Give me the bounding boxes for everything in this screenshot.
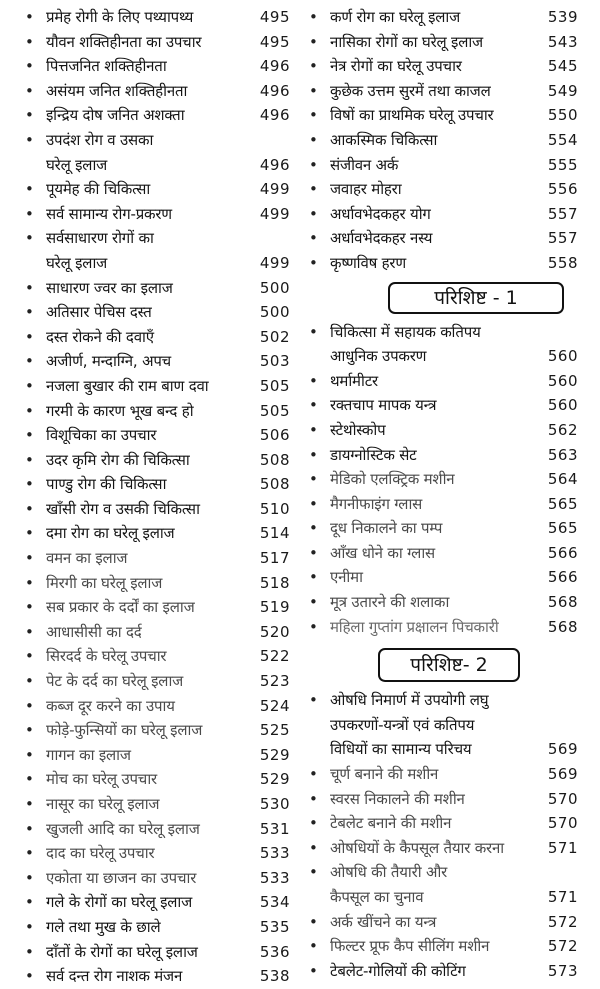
page-number: 533 xyxy=(259,868,290,887)
bullet-icon: • xyxy=(309,155,318,174)
page-number: 563 xyxy=(547,445,578,464)
bullet-icon: • xyxy=(25,426,34,445)
page-number: 570 xyxy=(547,814,578,833)
entry-title: अजीर्ण, मन्दाग्नि, अपच xyxy=(46,352,171,371)
toc-entry xyxy=(306,860,582,909)
toc-entry xyxy=(306,226,582,251)
toc-entry xyxy=(306,5,582,30)
bullet-icon: • xyxy=(309,789,318,808)
toc-entry xyxy=(306,787,582,812)
bullet-icon: • xyxy=(25,598,34,617)
page-number: 495 xyxy=(259,32,290,51)
entry-title: मेडिको एलक्ट्रिक मशीन xyxy=(330,470,455,489)
entry-title: प्रमेह रोगी के लिए पथ्यापथ्य xyxy=(46,8,194,26)
entry-title: मिरगी का घरेलू इलाज xyxy=(46,573,163,592)
page-number: 545 xyxy=(547,57,578,76)
toc-entry xyxy=(306,565,582,590)
toc-entry xyxy=(22,5,294,30)
bullet-icon: • xyxy=(309,204,318,223)
bullet-icon: • xyxy=(25,696,34,715)
bullet-icon: • xyxy=(25,8,34,26)
toc-entry xyxy=(306,202,582,227)
entry-title: गले तथा मुख के छाले xyxy=(46,917,161,936)
entry-title: मोच का घरेलू उपचार xyxy=(46,770,157,789)
entry-title: उपकरणों-यन्त्रों एवं कतिपय xyxy=(330,715,475,734)
entry-title: कर्ण रोग का घरेलू इलाज xyxy=(330,8,461,26)
bullet-icon: • xyxy=(309,543,318,562)
page-number: 560 xyxy=(547,347,578,366)
entry-title: नेत्र रोगों का घरेलू उपचार xyxy=(330,57,462,76)
toc-entry xyxy=(22,866,294,891)
toc-entry xyxy=(306,54,582,79)
page-number: 549 xyxy=(547,81,578,100)
entry-title: साधारण ज्वर का इलाज xyxy=(46,278,173,297)
toc-entry xyxy=(22,202,294,227)
page-number: 556 xyxy=(547,180,578,199)
page-number: 571 xyxy=(547,838,578,857)
entry-title: अतिसार पेचिस दस्त xyxy=(46,303,152,322)
bullet-icon: • xyxy=(25,893,34,912)
page-number: 505 xyxy=(259,401,290,420)
entry-title: नजला बुखार की राम बाण दवा xyxy=(46,376,209,395)
page-number: 539 xyxy=(547,8,578,26)
page-number: 565 xyxy=(547,519,578,538)
entry-title: मैगनीफाइंग ग्लास xyxy=(330,494,423,513)
entry-title: अर्धावभेदकहर नस्य xyxy=(330,229,433,248)
page-number: 535 xyxy=(259,917,290,936)
toc-entry xyxy=(306,320,582,369)
bullet-icon: • xyxy=(309,130,318,149)
page-number: 568 xyxy=(547,617,578,636)
entry-title: स्टेथोस्कोप xyxy=(330,420,386,439)
entry-title: यौवन शक्तिहीनता का उपचार xyxy=(46,32,202,51)
bullet-icon: • xyxy=(309,8,318,26)
entry-title: घरेलू इलाज xyxy=(46,155,108,174)
bullet-icon: • xyxy=(25,942,34,961)
bullet-icon: • xyxy=(309,494,318,513)
bullet-icon: • xyxy=(25,770,34,789)
page-number: 496 xyxy=(259,155,290,174)
entry-title: थर्मामीटर xyxy=(330,371,378,390)
entry-title: असंयम जनित शक्तिहीनता xyxy=(46,81,188,100)
toc-entry xyxy=(22,128,294,177)
page-number: 520 xyxy=(259,622,290,641)
toc-entry xyxy=(22,767,294,792)
page-number: 571 xyxy=(547,888,578,906)
toc-entry xyxy=(306,762,582,787)
entry-title: उपदंश रोग व उसका xyxy=(46,130,154,149)
entry-title: सब प्रकार के दर्दों का इलाज xyxy=(46,598,195,617)
toc-entry xyxy=(306,615,582,640)
toc-entry xyxy=(22,620,294,645)
bullet-icon: • xyxy=(25,32,34,51)
page-number: 496 xyxy=(259,57,290,76)
entry-title: फिल्टर प्रूफ कैप सीलिंग मशीन xyxy=(330,937,490,956)
entry-title: दाँतों के रोगों का घरेलू इलाज xyxy=(46,942,198,961)
bullet-icon: • xyxy=(309,470,318,489)
entry-title: दमा रोग का घरेलू इलाज xyxy=(46,524,175,543)
entry-title: इन्द्रिय दोष जनित अशक्ता xyxy=(46,106,185,125)
entry-title: टेबलेट-गोलियों की कोटिंग xyxy=(330,961,466,980)
bullet-icon: • xyxy=(25,622,34,641)
entry-title: संजीवन अर्क xyxy=(330,155,399,174)
page-number: 529 xyxy=(259,745,290,764)
bullet-icon: • xyxy=(25,81,34,100)
bullet-icon: • xyxy=(309,937,318,956)
bullet-icon: • xyxy=(25,868,34,887)
right-column xyxy=(306,5,582,983)
bullet-icon: • xyxy=(25,819,34,838)
entry-title: दस्त रोकने की दवाएँ xyxy=(46,327,154,346)
toc-entry xyxy=(306,103,582,128)
bullet-icon: • xyxy=(309,814,318,833)
toc-entry xyxy=(22,349,294,374)
page-number: 495 xyxy=(259,8,290,26)
toc-entry xyxy=(22,595,294,620)
bullet-icon: • xyxy=(25,327,34,346)
entry-title: खाँसी रोग व उसकी चिकित्सा xyxy=(46,499,200,518)
entry-title: ओषधि निमार्ण में उपयोगी लघु xyxy=(330,691,489,710)
entry-title: जवाहर मोहरा xyxy=(330,180,402,199)
page-number: 570 xyxy=(547,789,578,808)
toc-entry xyxy=(22,54,294,79)
entry-title: एनीमा xyxy=(330,568,363,587)
entry-title: डायग्नोस्टिक सेट xyxy=(330,445,417,464)
bullet-icon: • xyxy=(309,371,318,390)
bullet-icon: • xyxy=(309,912,318,931)
toc-entry xyxy=(22,915,294,940)
toc-entry xyxy=(22,374,294,399)
page-number: 572 xyxy=(547,912,578,931)
toc-entry xyxy=(306,418,582,443)
bullet-icon: • xyxy=(25,917,34,936)
page-number: 536 xyxy=(259,942,290,961)
entry-title: चिकित्सा में सहायक कतिपय xyxy=(330,322,481,341)
page-number: 560 xyxy=(547,371,578,390)
entry-title: पित्तजनित शक्तिहीनता xyxy=(46,57,167,76)
entry-title: सर्व दन्त रोग नाशक मंजन xyxy=(46,967,183,986)
bullet-icon: • xyxy=(25,499,34,518)
appendix-2-entries xyxy=(306,688,582,983)
toc-entry xyxy=(22,817,294,842)
toc-entry xyxy=(306,153,582,178)
toc-entry xyxy=(22,546,294,571)
bullet-icon: • xyxy=(25,844,34,863)
bullet-icon: • xyxy=(309,863,318,882)
entry-title: दूध निकालने का पम्प xyxy=(330,519,443,538)
entry-title: अर्धावभेदकहर योग xyxy=(330,204,431,223)
page-number: 514 xyxy=(259,524,290,543)
toc-entry xyxy=(306,811,582,836)
bullet-icon: • xyxy=(25,106,34,125)
page-number: 572 xyxy=(547,937,578,956)
bullet-icon: • xyxy=(25,180,34,199)
left-column xyxy=(22,5,294,989)
page-number: 543 xyxy=(547,32,578,51)
entry-title: गागन का इलाज xyxy=(46,745,131,764)
page-number: 538 xyxy=(259,967,290,986)
page-number: 508 xyxy=(259,450,290,469)
bullet-icon: • xyxy=(25,967,34,986)
entry-title: आधुनिक उपकरण xyxy=(330,347,427,366)
toc-entry xyxy=(22,472,294,497)
page-number: 534 xyxy=(259,893,290,912)
bullet-icon: • xyxy=(309,322,318,341)
entry-title: खुजली आदि का घरेलू इलाज xyxy=(46,819,200,838)
toc-entry xyxy=(22,448,294,473)
toc-entry xyxy=(22,669,294,694)
page-number: 569 xyxy=(547,765,578,784)
toc-entry xyxy=(22,841,294,866)
toc-entry xyxy=(306,128,582,153)
page-number: 524 xyxy=(259,696,290,715)
toc-entry xyxy=(22,103,294,128)
toc-entry xyxy=(306,30,582,55)
bullet-icon: • xyxy=(25,549,34,568)
page-number: 558 xyxy=(547,253,578,272)
bullet-icon: • xyxy=(25,745,34,764)
bullet-icon: • xyxy=(25,721,34,740)
page-number: 500 xyxy=(259,303,290,322)
entry-title: टेबलेट बनाने की मशीन xyxy=(330,814,452,833)
bullet-icon: • xyxy=(309,57,318,76)
page-number: 502 xyxy=(259,327,290,346)
toc-entry xyxy=(306,393,582,418)
entry-title: पाण्डु रोग की चिकित्सा xyxy=(46,475,167,494)
toc-entry xyxy=(306,516,582,541)
bullet-icon: • xyxy=(25,573,34,592)
page-number: 499 xyxy=(259,253,290,272)
entry-title: नासूर का घरेलू इलाज xyxy=(46,795,160,813)
bullet-icon: • xyxy=(25,450,34,469)
page-number: 531 xyxy=(259,819,290,838)
page-number: 557 xyxy=(547,229,578,248)
page-number: 499 xyxy=(259,204,290,223)
page-number: 505 xyxy=(259,376,290,395)
page-number: 566 xyxy=(547,568,578,587)
bullet-icon: • xyxy=(309,180,318,199)
bullet-icon: • xyxy=(309,691,318,710)
entry-title: ओषधि की तैयारी और xyxy=(330,863,448,882)
page-number: 560 xyxy=(547,396,578,415)
entry-title: सिरदर्द के घरेलू उपचार xyxy=(46,647,167,666)
toc-entry xyxy=(22,694,294,719)
entry-title: पेट के दर्द का घरेलू इलाज xyxy=(46,672,184,691)
toc-entry xyxy=(22,300,294,325)
entry-title: मूत्र उतारने की शलाका xyxy=(330,593,450,612)
toc-entry xyxy=(22,964,294,989)
entry-title: नासिका रोगों का घरेलू इलाज xyxy=(330,32,483,51)
page-number: 565 xyxy=(547,494,578,513)
toc-entry xyxy=(22,276,294,301)
entry-title: ओषधियों के कैपसूल तैयार करना xyxy=(330,838,504,857)
entry-title: कुछेक उत्तम सुरमें तथा काजल xyxy=(330,81,491,100)
bullet-icon: • xyxy=(25,401,34,420)
page-number: 530 xyxy=(259,795,290,813)
page-number: 523 xyxy=(259,672,290,691)
page-number: 568 xyxy=(547,593,578,612)
toc-entry xyxy=(22,792,294,817)
entry-title: कृष्णविष हरण xyxy=(330,253,407,272)
bullet-icon: • xyxy=(309,81,318,100)
toc-entry xyxy=(306,177,582,202)
bullet-icon: • xyxy=(309,420,318,439)
toc-entry xyxy=(22,718,294,743)
entry-title: गले के रोगों का घरेलू इलाज xyxy=(46,893,193,912)
entry-title: विषों का प्राथमिक घरेलू उपचार xyxy=(330,106,494,125)
toc-entry xyxy=(22,226,294,275)
toc-entry xyxy=(306,369,582,394)
bullet-icon: • xyxy=(309,396,318,415)
bullet-icon: • xyxy=(25,352,34,371)
page-number: 496 xyxy=(259,106,290,125)
bullet-icon: • xyxy=(309,519,318,538)
appendix-2-heading: परिशिष्ट- 2 xyxy=(378,648,520,682)
entry-title: वमन का इलाज xyxy=(46,549,128,568)
entry-title: महिला गुप्तांग प्रक्षालन पिचकारी xyxy=(330,617,499,636)
bullet-icon: • xyxy=(25,57,34,76)
entry-title: पूयमेह की चिकित्सा xyxy=(46,180,151,199)
toc-entry xyxy=(306,590,582,615)
entry-title: दाद का घरेलू उपचार xyxy=(46,844,155,863)
toc-entry xyxy=(306,79,582,104)
toc-entry xyxy=(306,836,582,861)
page-number: 525 xyxy=(259,721,290,740)
entry-title: रक्तचाप मापक यन्त्र xyxy=(330,396,437,415)
entry-title: फोड़े-फुन्सियों का घरेलू इलाज xyxy=(46,721,203,740)
entry-title: गरमी के कारण भूख बन्द हो xyxy=(46,401,194,420)
toc-entry xyxy=(306,688,582,762)
toc-entry xyxy=(306,443,582,468)
toc-entry xyxy=(306,959,582,984)
entry-title: एकोता या छाजन का उपचार xyxy=(46,868,197,887)
toc-entry xyxy=(306,541,582,566)
bullet-icon: • xyxy=(25,475,34,494)
bullet-icon: • xyxy=(25,376,34,395)
toc-entry xyxy=(22,940,294,965)
bullet-icon: • xyxy=(25,204,34,223)
bullet-icon: • xyxy=(25,229,34,248)
right-entries-top xyxy=(306,5,582,276)
toc-entry xyxy=(22,521,294,546)
appendix-1-heading: परिशिष्ट - 1 xyxy=(388,282,564,314)
page-number: 550 xyxy=(547,106,578,125)
entry-title: विधियों का सामान्य परिचय xyxy=(330,740,472,759)
bullet-icon: • xyxy=(309,106,318,125)
toc-entry xyxy=(22,497,294,522)
page-number: 566 xyxy=(547,543,578,562)
bullet-icon: • xyxy=(309,961,318,980)
page-number: 554 xyxy=(547,130,578,149)
page-number: 499 xyxy=(259,180,290,199)
page-number: 519 xyxy=(259,598,290,617)
bullet-icon: • xyxy=(309,445,318,464)
page-number: 573 xyxy=(547,961,578,980)
entry-title: अर्क खींचने का यन्त्र xyxy=(330,912,437,931)
page-number: 508 xyxy=(259,475,290,494)
toc-entry xyxy=(306,934,582,959)
toc-entry xyxy=(306,467,582,492)
appendix-1-entries xyxy=(306,320,582,640)
bullet-icon: • xyxy=(309,229,318,248)
bullet-icon: • xyxy=(25,795,34,813)
page-number: 496 xyxy=(259,81,290,100)
bullet-icon: • xyxy=(25,524,34,543)
page-number: 506 xyxy=(259,426,290,445)
page-number: 562 xyxy=(547,420,578,439)
entry-title: आँख धोने का ग्लास xyxy=(330,543,435,562)
bullet-icon: • xyxy=(25,278,34,297)
toc-entry xyxy=(22,79,294,104)
toc-entry xyxy=(22,743,294,768)
page-number: 510 xyxy=(259,499,290,518)
page-number: 500 xyxy=(259,278,290,297)
bullet-icon: • xyxy=(25,130,34,149)
toc-entry xyxy=(306,492,582,517)
entry-title: चूर्ण बनाने की मशीन xyxy=(330,765,439,784)
page-number: 518 xyxy=(259,573,290,592)
entry-title: उदर कृमि रोग की चिकित्सा xyxy=(46,450,190,469)
toc-entry xyxy=(306,910,582,935)
entry-title: विशूचिका का उपचार xyxy=(46,426,157,445)
entry-title: सर्व सामान्य रोग-प्रकरण xyxy=(46,204,172,223)
entry-title: घरेलू इलाज xyxy=(46,253,108,272)
toc-entry xyxy=(22,423,294,448)
bullet-icon: • xyxy=(25,303,34,322)
bullet-icon: • xyxy=(309,765,318,784)
entry-title: सर्वसाधारण रोगों का xyxy=(46,229,154,248)
toc-entry xyxy=(22,399,294,424)
entry-title: आकस्मिक चिकित्सा xyxy=(330,130,438,149)
page-number: 517 xyxy=(259,549,290,568)
toc-entry xyxy=(22,325,294,350)
bullet-icon: • xyxy=(309,32,318,51)
entry-title: कब्ज दूर करने का उपाय xyxy=(46,696,175,715)
entry-title: स्वरस निकालने की मशीन xyxy=(330,789,465,808)
page-number: 503 xyxy=(259,352,290,371)
page-number: 569 xyxy=(547,740,578,759)
page-number: 529 xyxy=(259,770,290,789)
bullet-icon: • xyxy=(309,253,318,272)
bullet-icon: • xyxy=(309,568,318,587)
toc-entry xyxy=(22,177,294,202)
bullet-icon: • xyxy=(25,647,34,666)
toc-entry xyxy=(306,251,582,276)
bullet-icon: • xyxy=(25,672,34,691)
entry-title: कैपसूल का चुनाव xyxy=(330,888,424,906)
toc-entry xyxy=(22,30,294,55)
bullet-icon: • xyxy=(309,593,318,612)
page-number: 557 xyxy=(547,204,578,223)
bullet-icon: • xyxy=(309,617,318,636)
bullet-icon: • xyxy=(309,838,318,857)
page-number: 522 xyxy=(259,647,290,666)
page-number: 533 xyxy=(259,844,290,863)
toc-entry xyxy=(22,644,294,669)
toc-entry xyxy=(22,890,294,915)
page-number: 555 xyxy=(547,155,578,174)
entry-title: आधासीसी का दर्द xyxy=(46,622,142,641)
page-number: 564 xyxy=(547,470,578,489)
toc-entry xyxy=(22,571,294,596)
